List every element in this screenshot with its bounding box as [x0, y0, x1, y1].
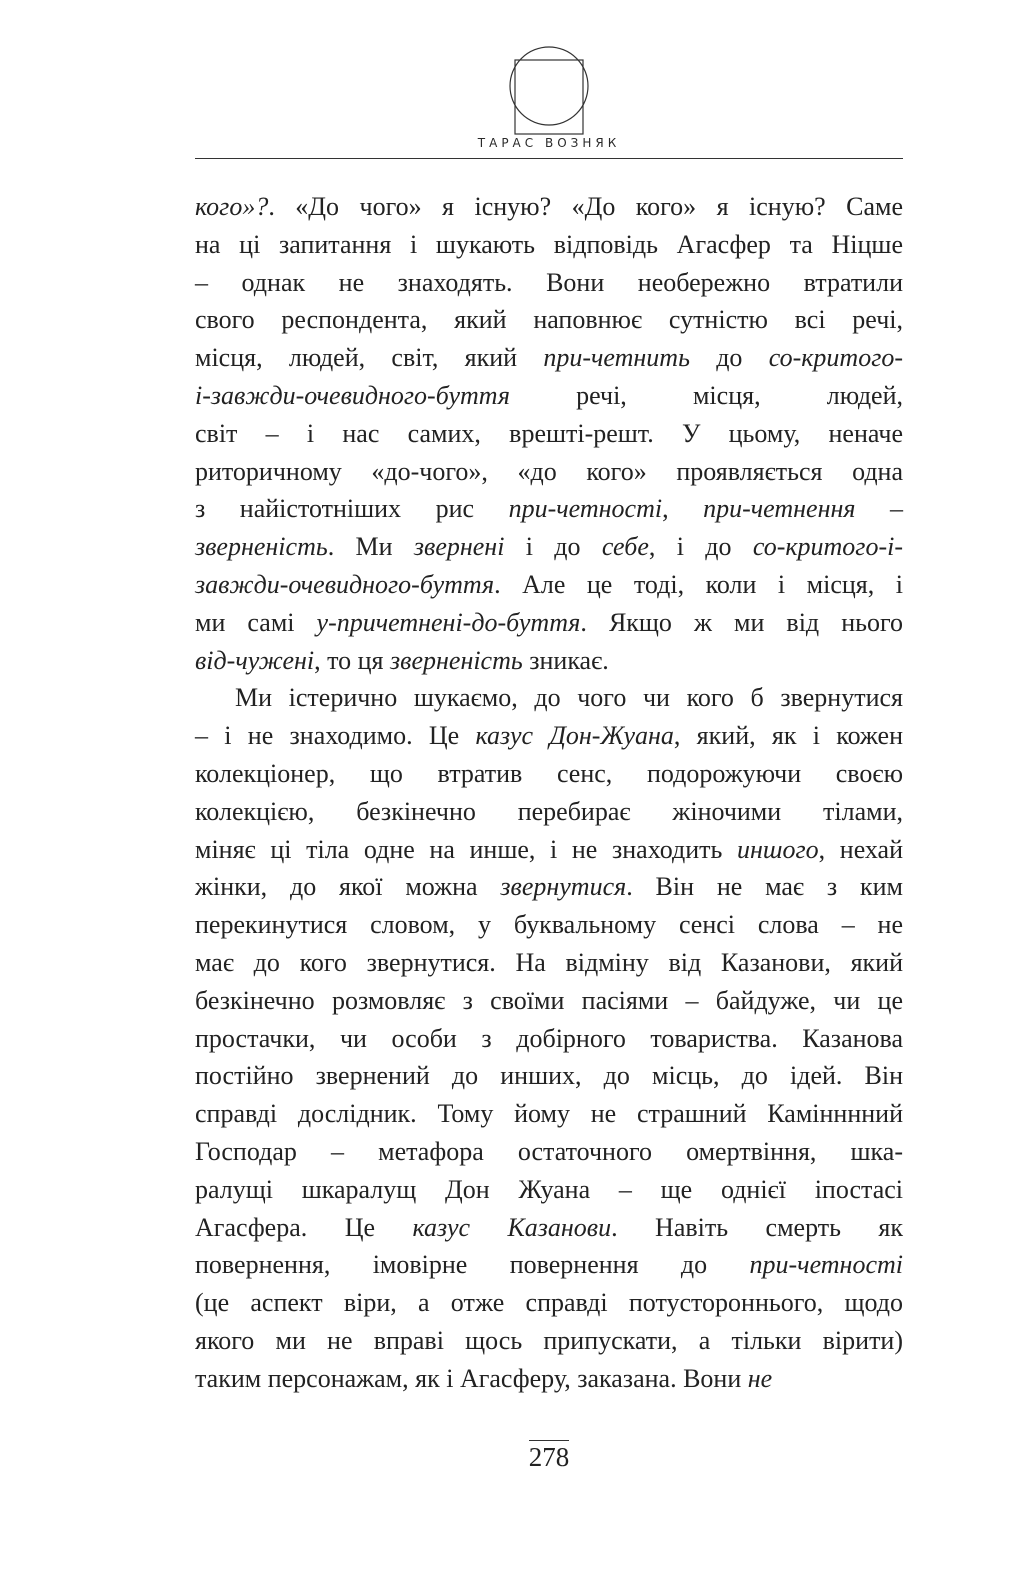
text-line [195, 1057, 903, 1095]
text-line [195, 188, 903, 226]
text-run: жінки, до якої можна [195, 872, 501, 902]
text-line [195, 1020, 903, 1058]
text-run: якого ми не вправі щось припускати, а тільки вірити) [195, 1325, 903, 1355]
text-line [195, 415, 903, 453]
text-run: колекціонер, що втратив сенс, подорожуючи своєю [195, 758, 903, 788]
text-line [195, 490, 903, 528]
text-run: ми самі [195, 607, 317, 637]
page-number [195, 1440, 903, 1473]
header-rule [195, 158, 903, 159]
italic-text: зверненість [390, 645, 523, 675]
text-run: . Він не має з ким [626, 872, 903, 902]
italic-text: казус Казанови [412, 1212, 612, 1242]
italic-text: звернутися [500, 872, 627, 902]
text-line [195, 1133, 903, 1171]
text-run: . Якщо ж ми від нього [580, 607, 903, 637]
italic-text: зверненість [195, 532, 328, 562]
text-run: місця, людей, світ, який [195, 343, 544, 373]
text-line [195, 1360, 903, 1398]
italic-text: від-чужені [195, 645, 315, 675]
italic-text: завжди-очевидного-буття [195, 569, 495, 599]
text-run: справді дослідник. Тому йому не страшний Камінннний [195, 1099, 903, 1129]
text-line [195, 1095, 903, 1133]
italic-text: при-четності [508, 494, 663, 524]
text-run: речі, місця, людей, [509, 380, 903, 410]
text-run: . «До чого» я існую? «До кого» я існую? Саме [268, 192, 903, 221]
text-run: зникає. [522, 645, 609, 675]
page-number-value: 278 [528, 1442, 570, 1472]
text-run: міняє ці тіла одне на инше, і не знаходить [195, 834, 737, 864]
text-run: , який, як і кожен [673, 721, 903, 751]
italic-text: при-четнення [703, 494, 856, 524]
italic-text: со-критого- [768, 343, 903, 373]
text-run: – і не знаходимо. Це [195, 721, 476, 751]
italic-text: не [747, 1363, 773, 1393]
text-run: постійно звернений до инших, до місць, до ідей. Він [195, 1061, 903, 1091]
text-run: , [662, 494, 704, 524]
text-run: безкінечно розмовляє з своїми пасіями – байдуже, чи це [195, 985, 903, 1015]
text-line [195, 1246, 903, 1284]
text-line [195, 301, 903, 339]
text-run: світ – і нас самих, врешті-решт. У цьому, неначе [195, 418, 903, 448]
text-run: (це аспект віри, а отже справді потустороннього, щодо [195, 1288, 903, 1318]
text-run: – однак не знаходять. Вони необережно втратили [195, 267, 903, 297]
text-line [195, 982, 903, 1020]
italic-text: і-завжди-очевидного-буття [195, 380, 510, 410]
body-text [195, 188, 903, 1398]
italic-text: при-четнить [543, 343, 690, 373]
text-run: . Ми [327, 532, 414, 562]
text-run: ралущі шкаралущ Дон Жуана – ще однієї іпостасі [195, 1174, 903, 1204]
text-line [195, 868, 903, 906]
text-run: повернення, імовірне повернення до [195, 1250, 750, 1280]
text-line [195, 944, 903, 982]
text-line [195, 1209, 903, 1247]
text-run: на ці запитання і шукають відповідь Агасфер та Ніцше [195, 229, 903, 259]
text-line [195, 264, 903, 302]
text-run: і до [504, 532, 602, 562]
text-run: Ми істерично шукаємо, до чого чи кого б звернутися [235, 683, 903, 713]
text-line [195, 831, 903, 869]
text-line [195, 642, 903, 680]
text-line [195, 717, 903, 755]
text-line [195, 566, 903, 604]
text-line [195, 377, 903, 415]
italic-text: казус Дон-Жуана [475, 721, 674, 751]
text-line [195, 1284, 903, 1322]
text-line [195, 339, 903, 377]
italic-text: звернені [413, 532, 505, 562]
square-in-circle-emblem-icon [505, 40, 593, 136]
text-run: з найістотніших рис [195, 494, 509, 524]
text-run: , то ця [314, 645, 391, 675]
text-line [195, 226, 903, 264]
text-run: Агасфера. Це [195, 1212, 413, 1242]
italic-text: у-причетнені-до-буття [316, 607, 581, 637]
text-run: . Навіть смерть як [611, 1212, 903, 1242]
italic-text: себе [601, 532, 649, 562]
text-line [195, 604, 903, 642]
text-line [195, 453, 903, 491]
text-run: до [689, 343, 769, 373]
italic-text: при-четності [749, 1250, 903, 1280]
running-head: ТАРАС ВОЗНЯК [477, 136, 621, 150]
text-line [195, 679, 903, 717]
text-run: перекинутися словом, у буквальному сенсі слова – не [195, 910, 903, 940]
text-line [195, 793, 903, 831]
text-run: Господар – метафора остаточного омертвіння, шка- [195, 1136, 903, 1166]
italic-text: иншого [736, 834, 819, 864]
text-line [195, 1322, 903, 1360]
italic-text: кого»? [195, 192, 269, 221]
text-line [195, 1171, 903, 1209]
text-run: свого респондента, який наповнює сутністю всі речі, [195, 305, 903, 335]
text-run: риторичному «до-чого», «до кого» проявляється одна [195, 456, 903, 486]
text-run: має до кого звернутися. На відміну від Казанови, який [195, 947, 903, 977]
text-run: колекцією, безкінечно перебирає жіночими тілами, [195, 796, 903, 826]
text-run: – [855, 494, 904, 524]
text-run: простачки, чи особи з добірного товариства. Казанова [195, 1023, 903, 1053]
italic-text: со-критого-і- [752, 532, 903, 562]
text-line [195, 755, 903, 793]
text-run: , нехай [818, 834, 903, 864]
text-run: , і до [648, 532, 753, 562]
text-line [195, 906, 903, 944]
text-line [195, 528, 903, 566]
text-run: таким персонажам, як і Агасферу, заказана. Вони [195, 1363, 748, 1393]
text-run: . Але це тоді, коли і місця, і [494, 569, 903, 599]
